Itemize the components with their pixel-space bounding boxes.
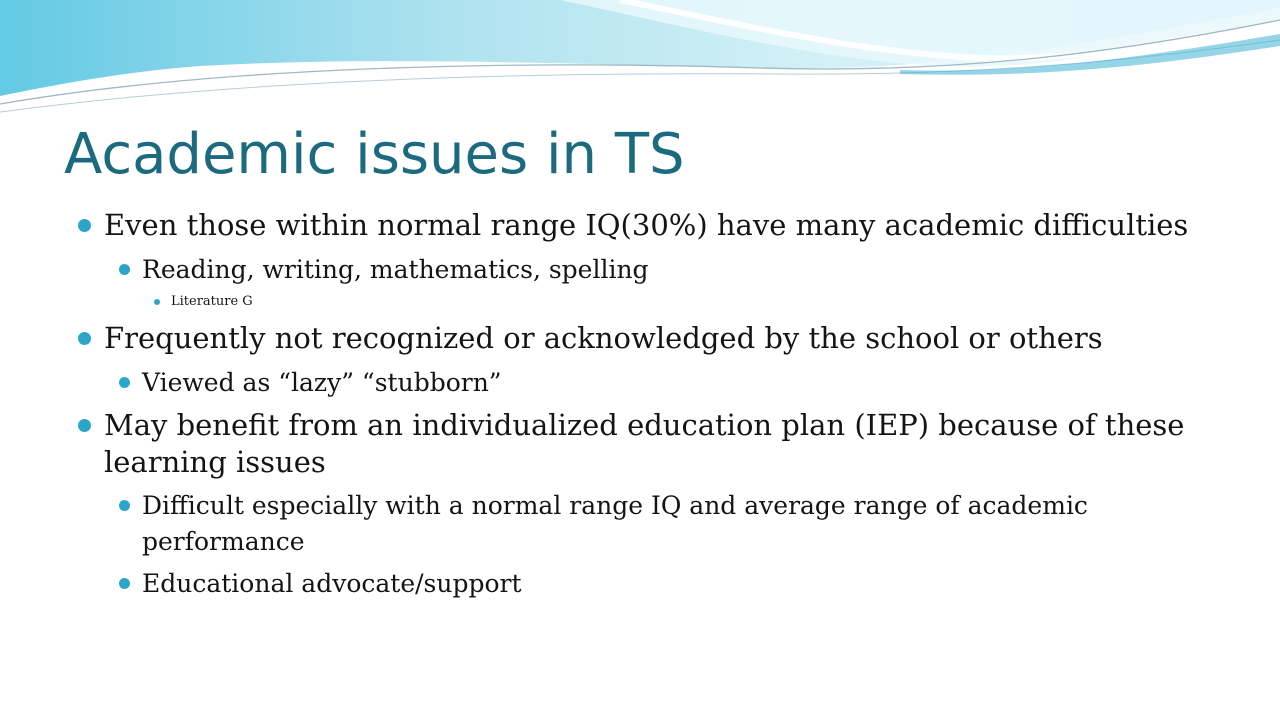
bullet-dot-icon (78, 419, 91, 432)
bullet-dot-icon (119, 264, 130, 275)
bullet-text: Literature G (171, 294, 253, 309)
bullet-text: Even those within normal range IQ(30%) have many academic difficulties (104, 208, 1189, 242)
bullet-item (142, 365, 502, 401)
bullet-item (142, 252, 649, 288)
bullet-dot-icon (78, 219, 91, 232)
bullet-item (104, 320, 1103, 357)
bullet-text: Viewed as “lazy” “stubborn” (142, 368, 502, 397)
bullet-item (171, 293, 253, 311)
bullet-dot-icon (119, 500, 130, 511)
bullet-text: May benefit from an individualized education plan (IEP) because of these learning issues (104, 408, 1185, 479)
slide-title: Academic issues in TS (64, 122, 685, 187)
bullet-item (142, 566, 522, 602)
bullet-item (142, 488, 1202, 560)
bullet-text: Frequently not recognized or acknowledged by the school or others (104, 321, 1103, 355)
bullet-item (104, 407, 1214, 481)
bullet-text: Difficult especially with a normal range IQ and average range of academic performance (142, 491, 1088, 556)
bullet-text: Reading, writing, mathematics, spelling (142, 255, 649, 284)
bullet-dot-icon (119, 377, 130, 388)
bullet-dot-icon (78, 332, 91, 345)
header-wave-decoration (0, 0, 1280, 120)
bullet-item (104, 207, 1188, 244)
bullet-dot-icon (154, 299, 160, 305)
bullet-text: Educational advocate/support (142, 569, 522, 598)
bullet-dot-icon (119, 578, 130, 589)
